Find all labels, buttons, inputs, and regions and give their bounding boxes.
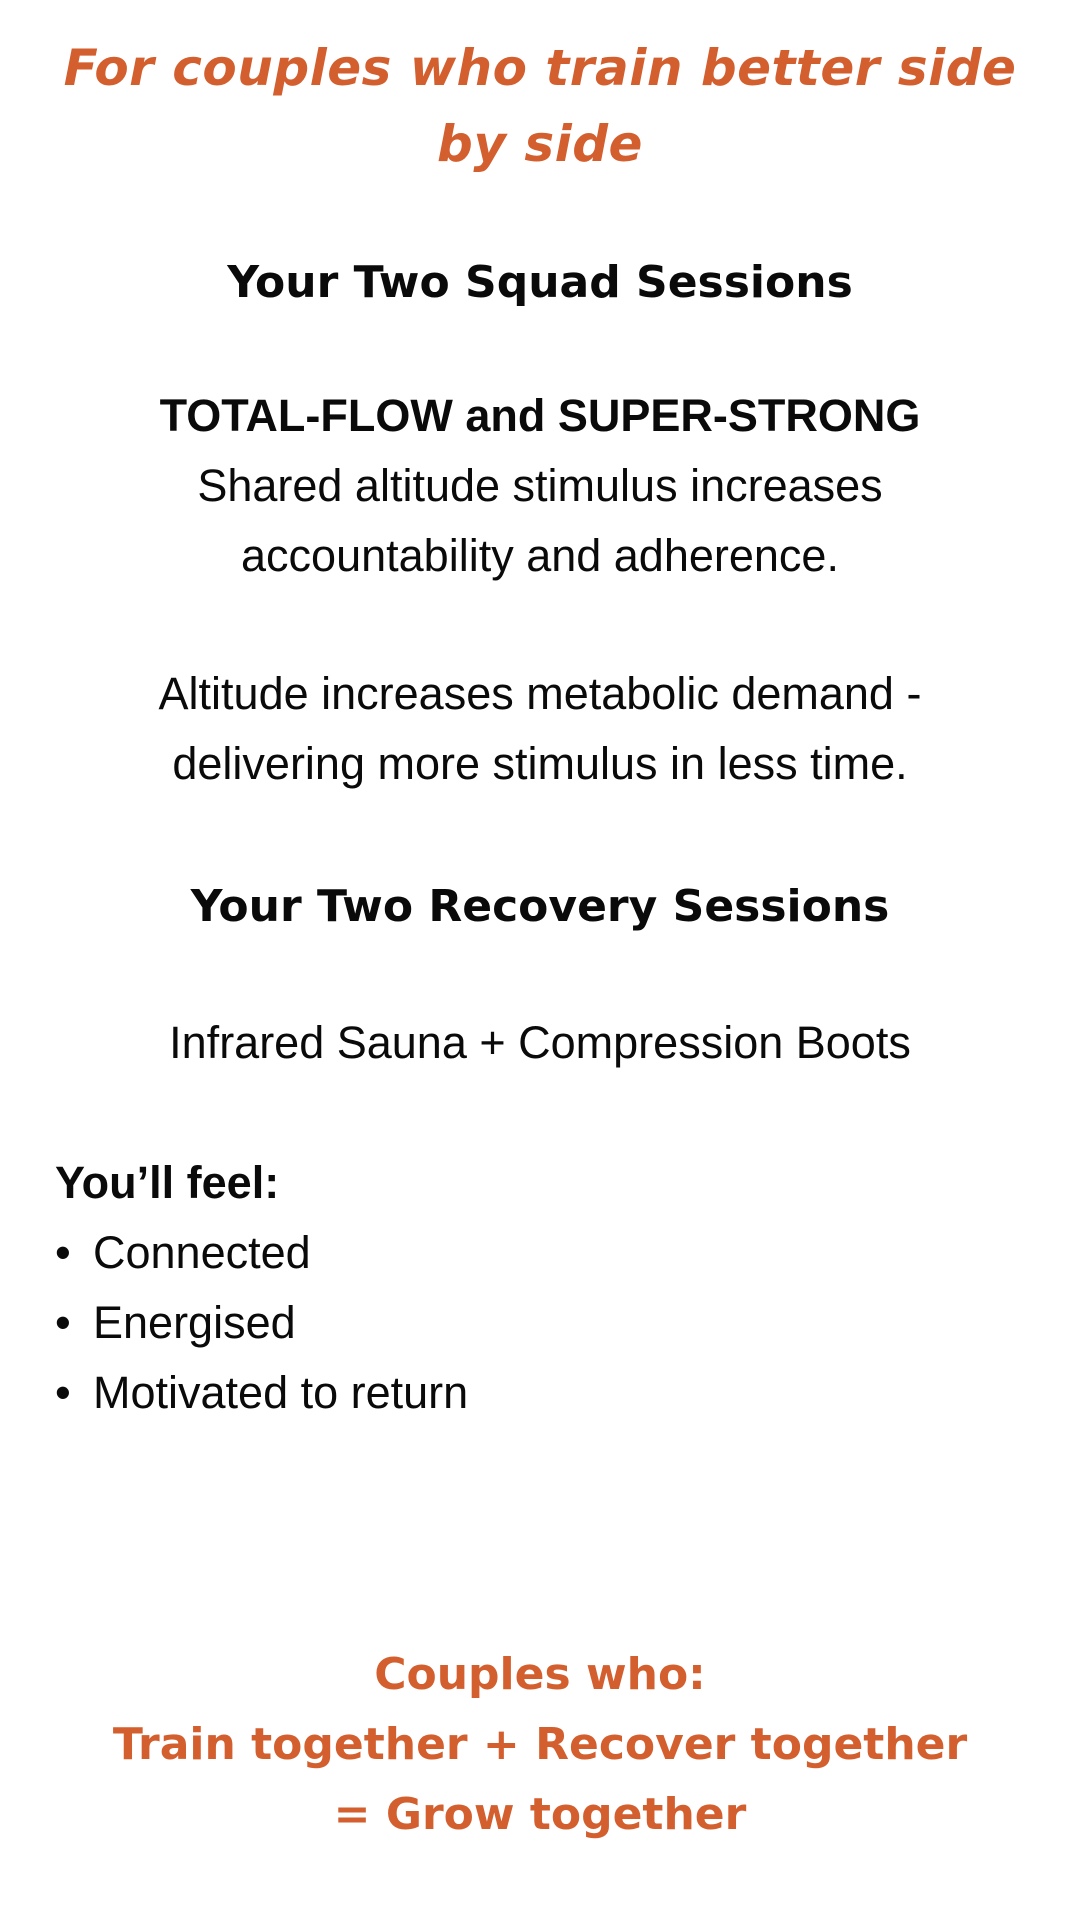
squad-sessions-block [40,381,1040,591]
closing-line-2: Train together + Recover together [112,1719,968,1770]
bullet-icon: • [55,1367,71,1418]
metabolic-block [40,659,1040,799]
squad-desc-line-2: accountability and adherence. [241,530,839,581]
recovery-sessions-names: Infrared Sauna + Compression Boots [169,1017,911,1068]
feel-item-label: Motivated to return [93,1367,469,1418]
bullet-icon: • [55,1297,71,1348]
closing-line-1: Couples who: [374,1649,706,1700]
closing-tagline [40,1640,1040,1850]
bullet-icon: • [55,1227,71,1278]
squad-sessions-heading: Your Two Squad Sessions [227,257,853,308]
squad-desc-line-1: Shared altitude stimulus increases [197,460,883,511]
recovery-sessions-heading: Your Two Recovery Sessions [190,881,890,932]
closing-line-3: = Grow together [333,1789,747,1840]
metabolic-line-1: Altitude increases metabolic demand - [158,668,922,719]
metabolic-line-2: delivering more stimulus in less time. [172,738,908,789]
feel-item-label: Connected [93,1227,311,1278]
feel-list [55,1148,468,1428]
squad-sessions-names: TOTAL-FLOW and SUPER-STRONG [159,390,921,441]
feel-label: You’ll feel: [55,1157,280,1208]
hero-title-line-1: For couples who train better side [63,39,1017,97]
hero-title [40,30,1040,182]
feel-item-label: Energised [93,1297,296,1348]
list-item [55,1288,468,1358]
list-item [55,1218,468,1288]
hero-title-line-2: by side [437,115,643,173]
recovery-sessions-block [40,1008,1040,1078]
list-item [55,1358,468,1428]
